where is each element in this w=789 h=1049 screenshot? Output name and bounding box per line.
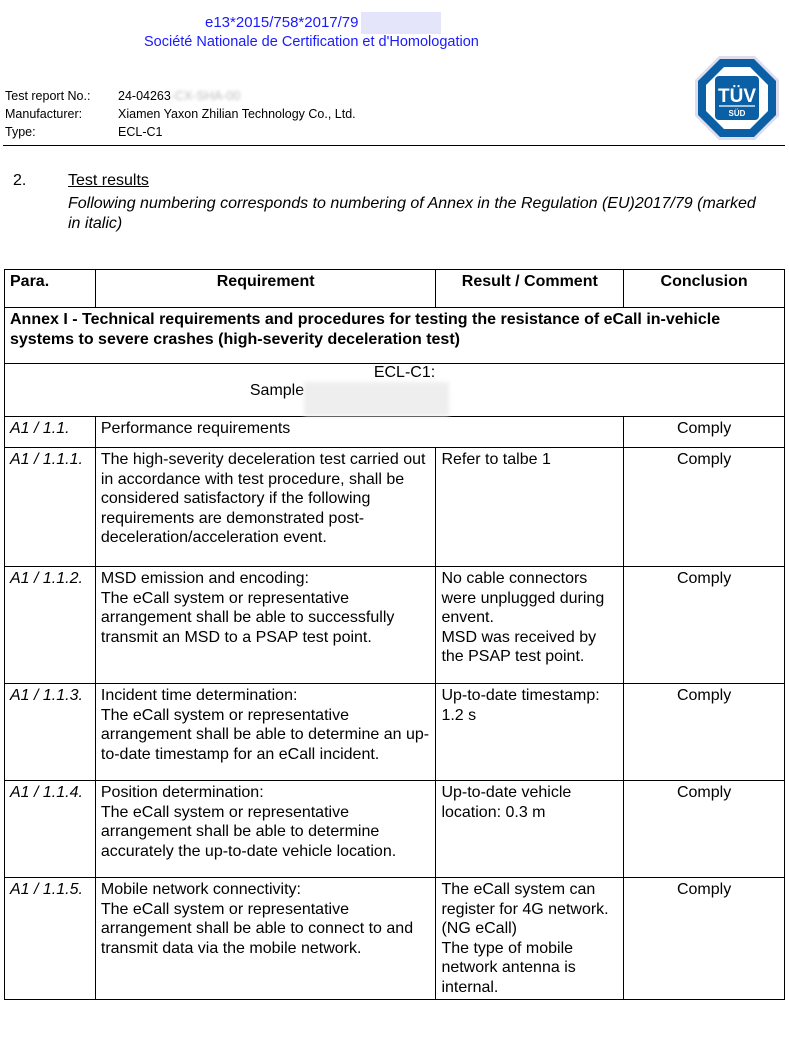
section-note: Following numbering corresponds to numbering of Annex in the Regulation (EU)2017/79 (marked in italic) (68, 195, 756, 232)
requirement-cell (95, 684, 436, 781)
para-cell: A1 / 1.1.4. (5, 781, 96, 878)
header-requirement: Requirement (95, 270, 436, 308)
table-header-row (5, 270, 785, 308)
requirement-text: The eCall system or representative arrangement shall be able to determine accurately the up-to-date vehicle location. (100, 803, 397, 860)
conclusion-cell: Comply (624, 567, 785, 684)
table-row (5, 417, 785, 448)
field-value: ECL-C1 (118, 125, 163, 139)
redacted-block (361, 12, 441, 34)
requirement-cell: Performance requirements (95, 417, 623, 448)
table-row (5, 781, 785, 878)
table-row (5, 684, 785, 781)
annex-row (5, 308, 785, 364)
field-value: Xiamen Yaxon Zhilian Technology Co., Ltd. (118, 107, 356, 121)
field-label: Type: (5, 125, 36, 139)
result-text: MSD was received by the PSAP test point. (441, 628, 597, 665)
field-label: Manufacturer: (5, 107, 83, 121)
section-title: Test results (68, 172, 149, 189)
para-cell: A1 / 1.1.2. (5, 567, 96, 684)
table-row (5, 878, 785, 1000)
redacted-suffix: -CX-SHA-00 (170, 89, 241, 103)
result-text: The eCall system can register for 4G network. (NG eCall) (441, 881, 609, 937)
section-heading (13, 172, 149, 190)
sample-row (5, 364, 785, 417)
sample-cell (5, 364, 785, 417)
requirement-text: The eCall system or representative arrangement shall be able to connect to and transmit data via the mobile network. (100, 900, 414, 957)
sample-label: Sample (249, 382, 305, 399)
requirement-cell (95, 878, 436, 1000)
table-row (5, 567, 785, 684)
conclusion-cell: Comply (624, 878, 785, 1000)
requirement-title: Position determination: (100, 784, 264, 801)
requirement-text: The eCall system or representative arrangement shall be able to successfully transmit an MSD to a PSAP test point. (100, 589, 395, 646)
approval-number (205, 12, 441, 34)
header-result: Result / Comment (436, 270, 624, 308)
approval-authority: Société Nationale de Certification et d'Homologation (144, 34, 479, 50)
result-text: The type of mobile network antenna is internal. (441, 939, 576, 996)
report-number: 24-04263 (118, 89, 171, 103)
sample-id (0, 382, 784, 416)
para-cell: A1 / 1.1.5. (5, 878, 96, 1000)
redacted-block (304, 382, 449, 416)
result-cell: Up-to-date timestamp: 1.2 s (436, 684, 624, 781)
result-text: No cable connectors were unplugged during envent. (441, 570, 605, 626)
test-results-table (4, 269, 785, 1000)
tuv-sud-logo (694, 55, 780, 141)
result-cell: Refer to talbe 1 (436, 448, 624, 567)
para-cell: A1 / 1.1.1. (5, 448, 96, 567)
requirement-cell (95, 567, 436, 684)
result-cell (436, 878, 624, 1000)
result-cell (436, 567, 624, 684)
requirement-title: MSD emission and encoding: (100, 570, 309, 587)
header-conclusion: Conclusion (624, 270, 785, 308)
manufacturer-field (5, 107, 356, 121)
requirement-cell (95, 781, 436, 878)
requirement-title: Incident time determination: (100, 687, 298, 704)
requirement-text: The eCall system or representative arrangement shall be able to determine an up-to-date timestamp for an eCall incident. (100, 706, 430, 763)
logo-text-top: TÜV (718, 86, 756, 107)
test-report-field (5, 89, 241, 103)
field-label: Test report No.: (5, 89, 91, 103)
requirement-cell: The high-severity deceleration test carried out in accordance with test procedure, shall be considered satisfactory if the following requirements are demonstrated post-deceleration/acceleration event. (95, 448, 436, 567)
approval-number-text: e13*2015/758*2017/79 (205, 13, 359, 31)
type-field (5, 125, 163, 139)
conclusion-cell: Comply (624, 781, 785, 878)
section-number: 2. (13, 172, 27, 189)
conclusion-cell: Comply (624, 417, 785, 448)
conclusion-cell: Comply (624, 684, 785, 781)
para-cell: A1 / 1.1. (5, 417, 96, 448)
conclusion-cell: Comply (624, 448, 785, 567)
header-para: Para. (5, 270, 96, 308)
header-divider (3, 145, 785, 146)
sample-type: ECL-C1: (373, 364, 436, 381)
result-cell: Up-to-date vehicle location: 0.3 m (436, 781, 624, 878)
field-value (118, 89, 240, 103)
annex-title: Annex I - Technical requirements and procedures for testing the resistance of eCall in-vehicle systems to severe crashes (high-severity deceleration test) (5, 308, 785, 364)
requirement-title: Mobile network connectivity: (100, 881, 301, 898)
logo-text-bottom: SÜD (728, 109, 746, 118)
table-row (5, 448, 785, 567)
para-cell: A1 / 1.1.3. (5, 684, 96, 781)
